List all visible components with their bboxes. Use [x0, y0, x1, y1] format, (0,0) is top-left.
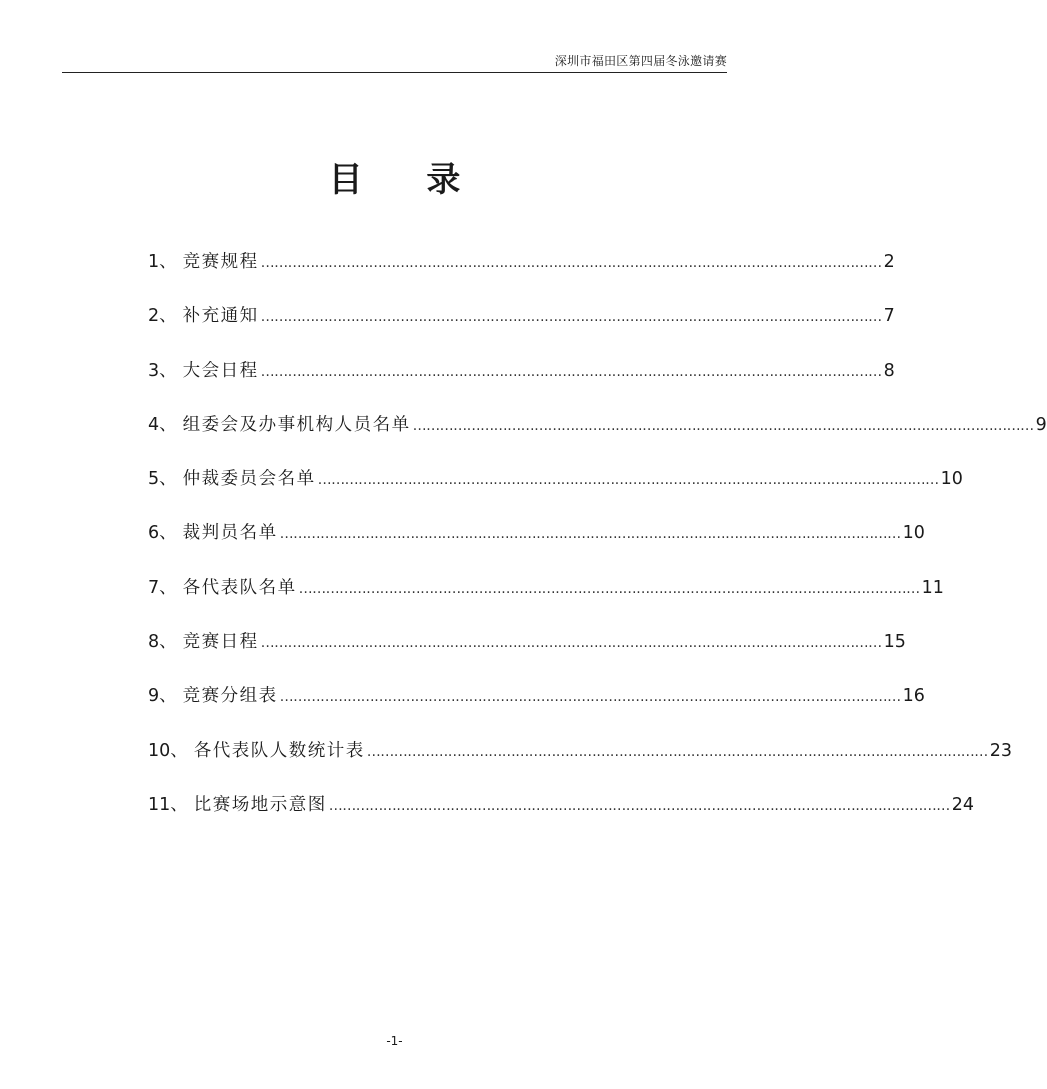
toc-entry[interactable]: [148, 682, 925, 736]
dot-leader: …………………………………………………………………………………………………………………………: [279, 526, 901, 543]
header-rule: [62, 72, 727, 73]
toc-entry-separator: 、: [159, 632, 177, 653]
toc-entry-page-number: 2: [883, 252, 895, 272]
toc-entry-separator: 、: [159, 360, 177, 381]
toc-entry-separator: 、: [170, 740, 188, 761]
toc-entry-page-number: 24: [951, 794, 975, 815]
page-number: -1-: [386, 1034, 403, 1048]
toc-entry-number: 6: [148, 523, 160, 544]
dot-leader: …………………………………………………………………………………………………………………………: [260, 309, 882, 326]
toc-entry-separator: 、: [159, 577, 177, 598]
table-of-contents: [148, 248, 1047, 845]
dot-leader: …………………………………………………………………………………………………………………………: [279, 689, 901, 706]
toc-entry[interactable]: [148, 574, 944, 628]
toc-entry[interactable]: [148, 737, 1013, 791]
toc-entry-number: 1: [148, 252, 160, 272]
dot-leader: …………………………………………………………………………………………………………………………: [412, 417, 1034, 434]
toc-entry-number: 5: [148, 469, 160, 490]
toc-entry-page-number: 23: [989, 740, 1013, 761]
toc-entry-separator: 、: [170, 794, 188, 815]
toc-entry-separator: 、: [159, 414, 177, 435]
toc-entry-number: 10: [148, 740, 171, 761]
dot-leader: …………………………………………………………………………………………………………………………: [260, 363, 882, 380]
toc-entry-separator: 、: [159, 523, 177, 544]
toc-entry-title: 仲裁委员会名单: [182, 469, 316, 490]
dot-leader: …………………………………………………………………………………………………………………………: [317, 472, 939, 489]
toc-entry-number: 2: [148, 306, 160, 327]
dot-leader: …………………………………………………………………………………………………………………………: [260, 635, 882, 652]
toc-entry-title: 竞赛规程: [182, 252, 259, 272]
toc-entry-title: 竞赛日程: [182, 632, 259, 653]
toc-entry[interactable]: [148, 411, 1047, 465]
toc-entry[interactable]: [148, 248, 895, 302]
toc-entry-number: 8: [148, 632, 160, 653]
toc-entry-separator: 、: [159, 686, 177, 707]
toc-entry-page-number: 8: [883, 360, 895, 381]
toc-entry-page-number: 7: [883, 306, 895, 327]
page-title: 目 录: [328, 160, 487, 200]
toc-entry-title: 组委会及办事机构人员名单: [182, 414, 411, 435]
toc-entry-title: 补充通知: [182, 306, 259, 327]
dot-leader: …………………………………………………………………………………………………………………………: [260, 255, 882, 271]
dot-leader: …………………………………………………………………………………………………………………………: [328, 797, 950, 814]
toc-entry-separator: 、: [159, 252, 177, 272]
toc-entry-number: 3: [148, 360, 160, 381]
toc-entry[interactable]: [148, 302, 895, 356]
toc-entry[interactable]: [148, 465, 963, 519]
toc-entry[interactable]: [148, 791, 975, 845]
toc-entry-title: 比赛场地示意图: [193, 794, 327, 815]
dot-leader: …………………………………………………………………………………………………………………………: [298, 580, 920, 597]
toc-entry-separator: 、: [159, 306, 177, 327]
toc-entry-page-number: 15: [883, 632, 906, 653]
dot-leader: …………………………………………………………………………………………………………………………: [366, 743, 988, 760]
toc-entry-title: 各代表队名单: [182, 577, 297, 598]
toc-entry-page-number: 16: [902, 686, 925, 707]
toc-entry-title: 大会日程: [182, 360, 259, 381]
toc-entry-page-number: 9: [1035, 414, 1047, 435]
toc-entry-number: 11: [148, 794, 171, 815]
toc-entry-page-number: 10: [940, 469, 963, 490]
toc-entry[interactable]: [148, 519, 925, 573]
toc-entry-separator: 、: [159, 469, 177, 490]
toc-entry-title: 各代表队人数统计表: [193, 740, 365, 761]
toc-entry-title: 裁判员名单: [182, 523, 278, 544]
toc-entry-number: 9: [148, 686, 160, 707]
toc-entry[interactable]: [148, 628, 906, 682]
toc-entry-title: 竞赛分组表: [182, 686, 278, 707]
toc-entry[interactable]: [148, 357, 895, 411]
toc-entry-page-number: 11: [921, 577, 944, 598]
running-header: 深圳市福田区第四届冬泳邀请赛: [554, 54, 727, 68]
toc-entry-number: 7: [148, 577, 160, 598]
toc-entry-page-number: 10: [902, 523, 925, 544]
toc-entry-number: 4: [148, 414, 160, 435]
